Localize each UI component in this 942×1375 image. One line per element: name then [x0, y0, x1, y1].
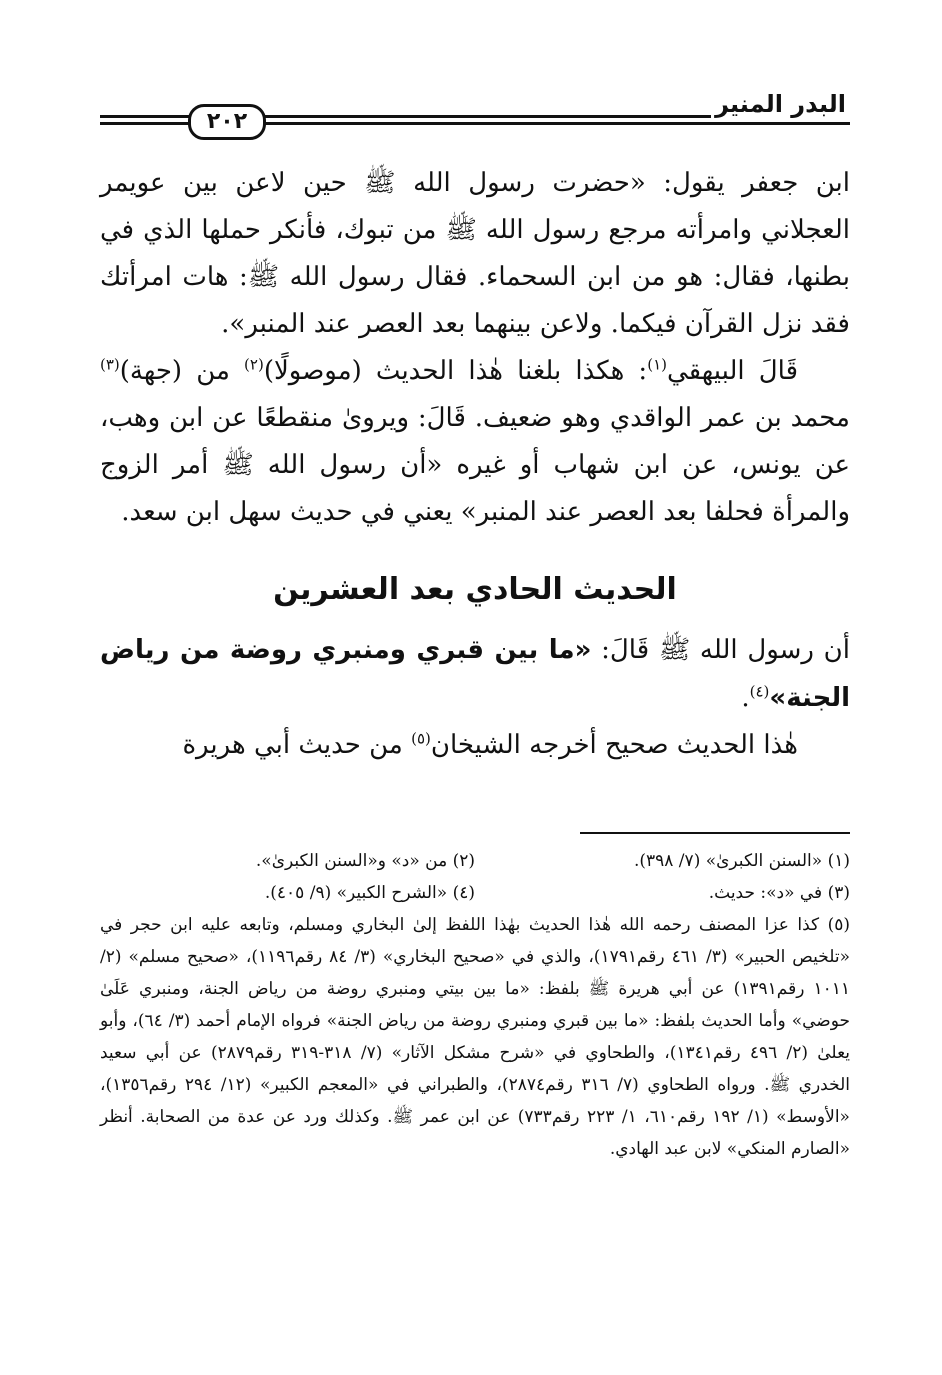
footnote-4: (٤) «الشرح الكبير» (٩/ ٤٠٥). [264, 883, 475, 903]
text-run: : هكذا بلغنا هٰذا الحديث (موصولًا) [263, 356, 648, 386]
closing-paragraph [100, 722, 850, 769]
footnote-row [100, 877, 850, 909]
hadith-text [100, 626, 850, 722]
footnote-row [100, 845, 850, 877]
text-run: قَالَ البيهقي [666, 356, 798, 386]
footnote-separator [580, 832, 850, 834]
footnote-5: (٥) كذا عزا المصنف رحمه الله هٰذا الحديث بهٰذا اللفظ إلىٰ البخاري ومسلم، وتابعه عليه ابن حجر في «تلخيص الحبير» (٣/ ٤٦١ رقم١٧٩١)، والذي في «صحيح البخاري» (٣/ ٨٤ رقم١١٩٦)، «صحيح مسلم» (٢/ ١٠١١ رقم١٣٩١) عن أبي هريرة ﷺ بلفظ: «ما بين بيتي ومنبري روضة من رياض الجنة، ومنبري عَلَىٰ حوضي» وأما الحديث بلفظ: «ما بين قبري ومنبري روضة من رياض الجنة» فرواه الإمام أحمد (٣/ ٦٤)، وأبو يعلىٰ (٢/ ٤٩٦ رقم١٣٤١)، والطحاوي في «شرح مشكل الآثار» (٧/ ٣١٨-٣١٩ رقم٢٨٧٩) عن أبي سعيد الخدري ﷺ. ورواه الطحاوي (٧/ ٣١٦ رقم٢٨٧٤)، والطبراني في «المعجم الكبير» (١٢/ ٢٩٤ رقم١٣٥٦)، «الأوسط» (١/ ١٩٢ رقم٦١٠، ١/ ٢٢٣ رقم٧٣٣) عن ابن عمر ﷺ. وكذلك ورد عن عدة من الصحابة. أنظر «الصارم المنكي» لابن عبد الهادي. [100, 915, 850, 1159]
footnote-ref: (١) [647, 355, 667, 374]
text-run: أن رسول الله ﷺ قَالَ: [591, 635, 850, 665]
footnote-ref: (٥) [411, 729, 431, 748]
text-run: من (جهة) [119, 356, 245, 386]
page-number: ٢٠٢ [188, 104, 266, 140]
footnote-ref: (٣) [100, 355, 120, 374]
text-run: هٰذا الحديث صحيح أخرجه الشيخان [430, 730, 798, 760]
footnote-3: (٣) في «د»: حديث. [708, 883, 850, 903]
footnote-2: (٢) من «د» و«السنن الكبرىٰ». [255, 851, 475, 871]
main-text [100, 160, 850, 769]
text-run: محمد بن عمر الواقدي وهو ضعيف. قَالَ: ويروىٰ منقطعًا عن ابن وهب، عن يونس، عن ابن شهاب أو غيره «أن رسول الله ﷺ أمر الزوج والمرأة فحلفا بعد العصر عند المنبر» يعني في حديث سهل ابن سعد. [100, 403, 850, 527]
footnotes [100, 845, 850, 1165]
paragraph-1: ابن جعفر يقول: «حضرت رسول الله ﷺ حين لاعن بين عويمر العجلاني وامرأته مرجع رسول الله ﷺ من تبوك، فأنكر حملها الذي في بطنها، فقال: هو من ابن السحماء. فقال رسول الله ﷺ: هات امرأتك فقد نزل القرآن فيكما. ولاعن بينهما بعد العصر عند المنبر». [100, 168, 850, 339]
paragraph-2 [100, 348, 850, 536]
footnote-1: (١) «السنن الكبرىٰ» (٧/ ٣٩٨). [633, 851, 850, 871]
footnote-ref: (٤) [749, 682, 770, 701]
text-run: من حديث أبي هريرة [182, 730, 412, 760]
section-title: الحديث الحادي بعد العشرين [273, 572, 677, 607]
text-run: . [741, 683, 750, 713]
book-title: البدر المنير [711, 90, 850, 118]
footnote-ref: (٢) [244, 355, 264, 374]
page-header [100, 90, 850, 140]
hadith-quote: «ما بين قبري ومنبري روضة من رياض الجنة» [100, 635, 850, 713]
